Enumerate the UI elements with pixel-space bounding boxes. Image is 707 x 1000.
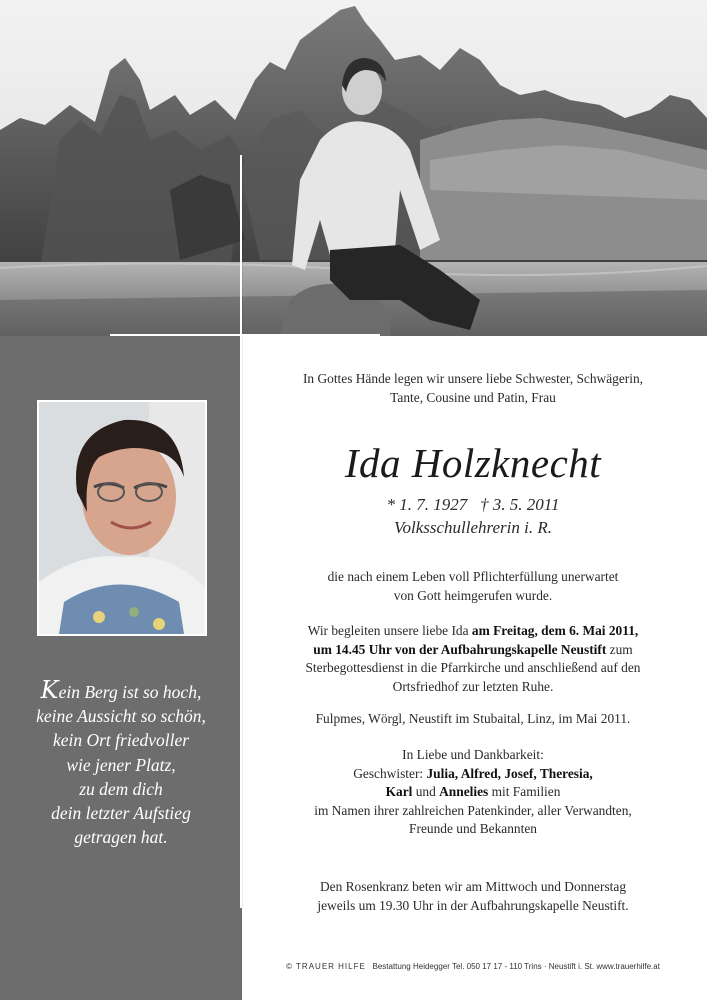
cross-horizontal-line bbox=[110, 334, 380, 336]
poem-line-6: dein letzter Aufstieg bbox=[51, 803, 191, 824]
footer-imprint bbox=[258, 962, 688, 971]
profession: Volksschullehrerin i. R. bbox=[393, 518, 552, 537]
death-notice-text: die nach einem Leben voll Pflichterfüllung unerwartet von Gott heimgerufen wurde. bbox=[327, 569, 619, 603]
intro-text: In Gottes Hände legen wir unsere liebe Schwester, Schwägerin, Tante, Cousine und Patin, Frau bbox=[302, 371, 644, 405]
poem-line-1: Kein Berg ist so hoch, bbox=[40, 676, 202, 704]
footer-brand: © TRAUER HILFE bbox=[286, 962, 366, 971]
portrait-photo bbox=[37, 400, 207, 636]
poem-line-7: getragen hat. bbox=[74, 827, 168, 848]
deceased-name: Ida Holzknecht bbox=[344, 440, 602, 486]
mourners-list: In Liebe und Dankbarkeit: Geschwister: Julia, Alfred, Josef, Theresia, Karl und Annelies mit Familien im Namen ihrer zahlreichen Patenkinder, aller Verwandten, Freunde und Bekannten bbox=[314, 747, 632, 837]
poem-line-3: kein Ort friedvoller bbox=[52, 730, 190, 751]
footer-info: Bestattung Heidegger Tel. 050 17 17 - 110 Trins · Neustift i. St. www.trauerhilfe.at bbox=[372, 962, 660, 971]
memorial-poem bbox=[0, 678, 242, 849]
life-dates: * 1. 7. 1927 † 3. 5. 2011 bbox=[386, 495, 560, 514]
place-date: Fulpmes, Wörgl, Neustift im Stubaital, Linz, im Mai 2011. bbox=[315, 711, 631, 726]
funeral-info: Wir begleiten unsere liebe Ida am Freitag, dem 6. Mai 2011, um 14.45 Uhr von der Aufbahrungskapelle Neustift zum Sterbegottesdienst in die Pfarrkirche und anschließend auf den Ortsfriedhof zur letzten Ruhe. bbox=[305, 623, 641, 694]
hero-mountain-photo bbox=[0, 0, 707, 336]
poem-line-4: wie jener Platz, bbox=[66, 754, 176, 775]
poem-line-5: zu dem dich bbox=[79, 778, 163, 799]
poem-line-2: keine Aussicht so schön, bbox=[36, 706, 206, 727]
rosary-info: Den Rosenkranz beten wir am Mittwoch und Donnerstag jeweils um 19.30 Uhr in der Aufbahrungskapelle Neustift. bbox=[317, 879, 629, 913]
